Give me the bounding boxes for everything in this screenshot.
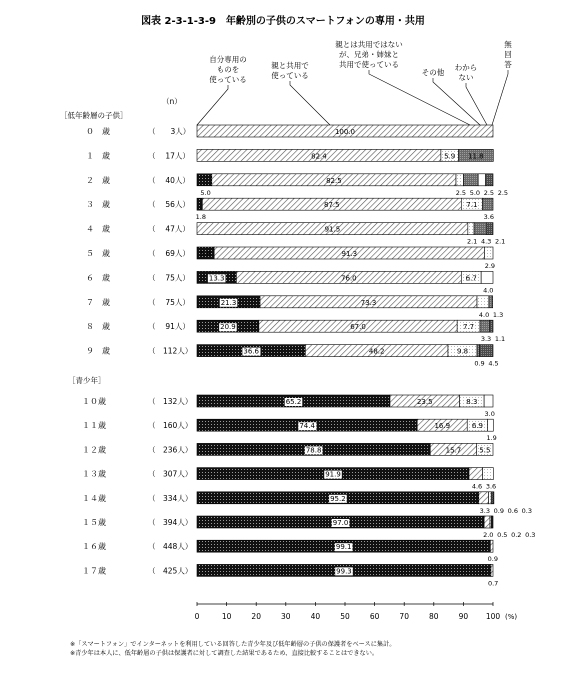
bar-segment-sibling <box>484 247 493 259</box>
n-count-label: （ 236人） <box>148 445 193 455</box>
data-label: 99.1 <box>335 543 352 552</box>
data-label: 3.6 <box>483 213 495 222</box>
bar-segment-parent <box>484 516 490 528</box>
data-label: 8.3 <box>466 398 478 406</box>
data-label: 3.0 <box>484 410 495 418</box>
bar-segment-other <box>463 174 478 186</box>
bar-segment-parent <box>490 540 493 552</box>
data-label: 36.6 <box>243 347 259 356</box>
data-label: 67.0 <box>350 323 366 332</box>
category-label: ８ 歳 <box>86 322 110 332</box>
category-label: １ 歳 <box>86 151 110 161</box>
data-label: 73.3 <box>360 298 377 307</box>
data-label: 82.4 <box>311 152 327 161</box>
bar-segment-noanswer <box>493 492 494 504</box>
category-label: ０ 歳 <box>86 127 110 136</box>
data-label: 2.9 <box>484 262 496 270</box>
data-label: 2.5 <box>497 188 509 197</box>
category-label: １０歳 <box>82 397 106 406</box>
legend-label-noanswer: 無回答 <box>504 40 512 69</box>
data-label: 99.3 <box>336 567 352 576</box>
footnotes <box>70 640 550 658</box>
bar-segment-parent <box>479 492 489 504</box>
category-label: ３ 歳 <box>86 200 110 210</box>
bar-segment-self <box>197 174 212 186</box>
category-label: １３歳 <box>82 469 106 479</box>
n-count-label: （ 91人） <box>148 322 190 332</box>
data-label: 5.8 <box>200 250 212 258</box>
data-label: 5.0 <box>469 188 481 197</box>
x-tick-label: 70 <box>399 612 409 621</box>
x-tick-label: 50 <box>340 612 350 621</box>
bar-segment-unknown <box>481 271 493 283</box>
legend-label-parent: 親と共用で使っている <box>271 61 309 80</box>
data-label: 6.9 <box>471 422 484 431</box>
data-label: 16.9 <box>434 422 451 431</box>
legend-leader-line <box>492 70 508 125</box>
data-label: 48.2 <box>368 347 385 356</box>
legend-label-unknown: わからない <box>454 63 478 82</box>
x-tick-label: 60 <box>369 612 380 621</box>
legend-label-other: その他 <box>421 68 445 77</box>
x-tick-label: 10 <box>221 612 232 621</box>
legend-leader-line <box>369 70 470 125</box>
bar-segment-noanswer <box>480 345 493 357</box>
bar-segment-parent <box>469 468 483 480</box>
bar-segment-other <box>482 198 493 210</box>
data-label: 2.0 <box>483 531 494 539</box>
data-label: 13.3 <box>208 274 225 283</box>
bar-segment-noanswer <box>490 320 493 332</box>
legend-label-self: 自分専用のものを使っている <box>209 55 247 84</box>
bar-segment-unknown <box>484 395 493 407</box>
n-count-label: （ 132人） <box>148 397 193 406</box>
data-label: 0.6 <box>507 506 519 515</box>
x-tick-label: 30 <box>281 612 291 621</box>
data-label: 4.5 <box>488 359 499 368</box>
data-label: 74.4 <box>299 422 315 431</box>
category-label: ７ 歳 <box>86 297 110 307</box>
x-tick-label: 90 <box>458 612 469 621</box>
n-count-label: （ 307人） <box>148 469 193 479</box>
x-tick-label: 100 <box>485 612 501 621</box>
n-count-label: （ 334人） <box>148 493 193 503</box>
data-label: 82.5 <box>326 176 342 185</box>
data-label: 21.3 <box>220 298 237 307</box>
group-label-youth: ［青少年］ <box>68 376 106 385</box>
bar-segment-unknown <box>488 419 494 431</box>
bar-segment-other <box>477 345 480 357</box>
category-label: １２歳 <box>82 445 106 455</box>
bar-segment-other <box>480 320 490 332</box>
category-label: ２ 歳 <box>86 175 110 185</box>
bar-segment-sibling <box>477 296 489 308</box>
category-label: １５歳 <box>82 518 106 527</box>
data-label: 20.9 <box>220 323 236 332</box>
data-label: 2.5 <box>483 188 495 197</box>
data-label: 100.0 <box>334 128 356 136</box>
data-label: 0.9 <box>487 555 499 564</box>
data-label: 3.3 <box>479 506 491 515</box>
data-label: 5.0 <box>200 188 211 197</box>
legend-leader-line <box>197 85 228 125</box>
data-label: 7.7 <box>463 323 475 332</box>
data-label: 0.2 <box>511 531 522 539</box>
category-label: ４ 歳 <box>86 224 110 234</box>
x-tick-label: 20 <box>251 612 261 621</box>
footnote-1: ※「スマートフォン」でインターネットを利用している回答した青少年及び低年齢層の子供の保護者をベースに集計。 <box>70 641 396 648</box>
data-label: 0.3 <box>525 531 536 539</box>
category-label: ６ 歳 <box>86 273 110 283</box>
data-label: 11.8 <box>468 152 484 161</box>
n-header: （n） <box>162 97 182 106</box>
data-label: 3.6 <box>485 482 497 491</box>
data-label: 1.8 <box>195 213 207 222</box>
data-label: 91.3 <box>341 250 358 258</box>
bar-segment-noanswer <box>492 516 493 528</box>
data-label: 5.5 <box>479 446 491 455</box>
x-tick-label: 40 <box>310 612 321 621</box>
bar-segment-sibling <box>483 468 494 480</box>
data-label: 1.1 <box>494 335 506 344</box>
data-label: 23.5 <box>416 398 433 406</box>
footnote-2: ※青少年は本人に、低年齢層の子供は保護者に対して調査した結果であるため、直接比較することはできない。 <box>70 650 379 657</box>
data-label: 91.5 <box>324 225 341 234</box>
x-tick-label: 80 <box>429 612 439 621</box>
data-label: 95.2 <box>330 494 346 503</box>
data-label: 87.5 <box>324 201 340 210</box>
data-label: 4.6 <box>471 482 483 491</box>
bar-segment-sibling <box>489 492 492 504</box>
bar-segment-parent <box>491 564 493 576</box>
n-count-label: （ 40人） <box>148 175 190 185</box>
data-label: 15.7 <box>445 446 462 455</box>
chart-title: 図表 2-3-1-3-9 年齢別の子供のスマートフォンの専用・共用 <box>141 16 425 27</box>
n-count-label: （ 394人） <box>148 518 193 527</box>
bar-segment-other <box>474 223 487 235</box>
data-label: 0.5 <box>497 531 508 539</box>
data-label: 5.9 <box>444 152 456 161</box>
data-label: 4.3 <box>480 237 492 246</box>
n-count-label: （ 75人） <box>148 297 190 307</box>
n-count-label: （ 69人） <box>148 249 190 258</box>
bar-segment-other <box>489 296 493 308</box>
data-label: 91.9 <box>325 470 341 479</box>
data-label: 0.7 <box>487 579 499 588</box>
data-label: 0.3 <box>521 506 533 515</box>
data-label: 7.1 <box>466 201 478 210</box>
data-label: 2.1 <box>494 237 506 246</box>
n-count-label: （ 3人） <box>148 127 191 136</box>
data-label: 1.3 <box>492 310 504 319</box>
category-label: １６歳 <box>82 542 106 552</box>
n-count-label: （ 425人） <box>148 566 193 576</box>
data-label: 0.9 <box>474 359 485 368</box>
category-label: ５ 歳 <box>86 249 110 258</box>
category-label: ９ 歳 <box>86 346 110 356</box>
legend-leader-line <box>466 83 487 125</box>
legend-leader-line <box>290 81 330 125</box>
data-label: 6.7 <box>465 274 477 283</box>
category-label: １４歳 <box>82 493 106 503</box>
bar-segment-noanswer <box>487 223 493 235</box>
data-label: 78.8 <box>305 446 322 455</box>
bar-segment-self <box>197 198 202 210</box>
n-count-label: （ 47人） <box>148 224 190 234</box>
data-label: 9.8 <box>456 347 469 356</box>
data-label: 2.1 <box>466 237 478 246</box>
data-label: 4.0 <box>478 310 490 319</box>
n-count-label: （ 160人） <box>148 421 193 431</box>
category-label: １７歳 <box>82 566 106 576</box>
bar-segment-unknown <box>478 174 485 186</box>
data-label: 65.2 <box>285 398 302 406</box>
data-label: 3.3 <box>480 335 492 344</box>
legend-label-sibling: 親とは共用ではないが、兄弟・姉妹と共用で使っている <box>335 40 403 69</box>
data-label: 97.0 <box>332 519 349 527</box>
data-label: 0.9 <box>493 506 505 515</box>
n-count-label: （ 17人） <box>148 151 190 161</box>
group-label-young: ［低年齢層の子供］ <box>60 111 128 120</box>
data-label: 2.5 <box>455 188 467 197</box>
bar-segment-sibling <box>456 174 463 186</box>
n-count-label: （ 448人） <box>148 542 193 552</box>
n-count-label: （ 75人） <box>148 273 190 283</box>
n-count-label: （ 56人） <box>148 200 190 210</box>
data-label: 4.0 <box>483 286 494 295</box>
category-label: １１歳 <box>82 421 106 431</box>
data-label: 76.0 <box>341 274 357 283</box>
x-tick-label: 0 <box>194 612 200 621</box>
n-count-label: （ 112人） <box>148 346 193 356</box>
bar-segment-sibling <box>468 223 474 235</box>
bar-segment-noanswer <box>486 174 493 186</box>
data-label: 1.9 <box>486 434 497 443</box>
x-unit-label: (%) <box>505 613 518 621</box>
